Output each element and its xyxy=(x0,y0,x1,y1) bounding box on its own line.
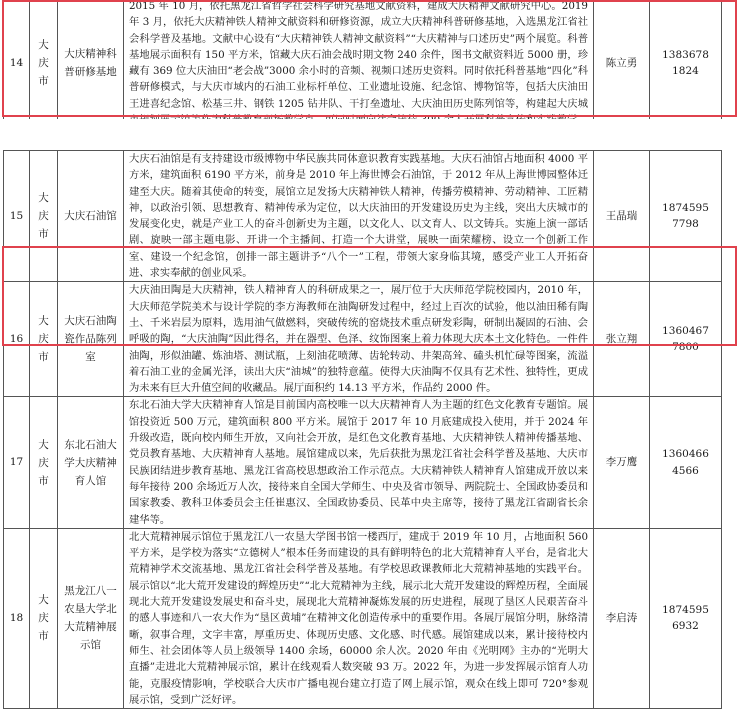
city-cell xyxy=(30,0,58,129)
table-row xyxy=(4,151,722,282)
city-cell xyxy=(30,397,58,528)
phone-number: 13604664566 xyxy=(662,448,709,477)
row-number: 16 xyxy=(4,282,30,397)
venue-name-cell xyxy=(58,282,124,397)
description-cell: 大庆石油馆是有支持建设市级博物中华民族共同体意识教育实践基地。大庆石油馆占地面积 4000 平方米，建筑面积 6190 平方米，前身是 2010 年上海世博会石油馆，于 2012 年从上海世博园整体迁建至大庆。随着其使命的转变，展馆立足发扬大庆精神铁人精神，传播劳模精神、劳动精神、工匠精神，以政治引领、思想教育、精神传承为定位，以大庆油田的开发建设历史为主线，突出大庆城市的发展变化史，就是产业工人的奋斗创新史为主题，以文化人、以文育人、以文铸兵。实施上演一部话剧、旋映一部主题电影、开讲一个主播间、打造一个大讲堂，展映一面荣耀榜、设立一个创新工作室、建设一个纪念馆，创排一部主题讲予“八个一”工程，带领大家身临其境，感受产业工人开拓奋进、求实奉献的创业风采。 xyxy=(124,151,594,282)
venue-name-cell xyxy=(58,528,124,708)
city-cell xyxy=(30,151,58,282)
row-number: 14 xyxy=(4,0,30,129)
table-bottom-section xyxy=(3,150,722,709)
city-cell xyxy=(30,528,58,708)
city-cell xyxy=(30,282,58,397)
description-cell: 大庆油田陶是大庆精神，铁人精神育人的科研成果之一，展厅位于大庆师范学院校园内，2010 年，大庆师范学院美术与设计学院的李方海教师在油陶研发过程中，经过上百次的试验，他以油田稀有陶土、千米岩层为原料，选用油气做燃料，突破传统的窑烧技术重点研发彩陶，研制出凝固的石油、会呼吸的陶，“大庆油陶”因此得名，并在器型、色泽、纹饰图案上着力体现大庆本土文化特色。一件件油陶，形似油罐、炼油塔、测试瓶，上刻油花喷薄、齿轮转动、井架高耸、磕头机忙碌等图案，流溢着石油工业的金属光泽，读出大庆“油城”的独特意蕴。使得大庆油陶不仅具有艺术性、独特性，更成为未来有巨大升值空间的收藏品。展厅面积约 14.13 平方米，作品约 2000 件。 xyxy=(124,282,594,397)
phone-number: 13836781824 xyxy=(662,48,709,78)
venue-name: 大庆精神科普研修基地 xyxy=(64,48,117,79)
city-text: 大庆市 xyxy=(38,594,49,643)
phone-number: 18745957798 xyxy=(662,201,709,231)
phone-cell xyxy=(650,151,722,282)
venue-name: 大庆石油馆 xyxy=(64,210,117,223)
table-row xyxy=(4,528,722,708)
row-number: 17 xyxy=(4,397,30,528)
table-row xyxy=(4,0,722,129)
city-text: 大庆市 xyxy=(38,192,49,241)
venue-name-cell xyxy=(58,151,124,282)
description-cell: 东北石油大学大庆精神育人馆是目前国内高校唯一以大庆精神育人为主题的红色文化教育专题馆。展馆投资近 500 万元，建筑面积 800 平方米。展馆于 2017 年 10 月底建成投入使用，并于 2024 年升级改造，既向校内师生开放，又向社会开放，是红色文化教育基地、大庆精神铁人精神传播基地、党员教育基地、大庆精神育人基地。展馆建成以来，先后获批为黑龙江省社会科学普及基地、大庆市民族团结进步教育基地、黑龙江省高校思想政治工作示范点。大庆精神铁人精神育人馆建成开放以来每年接待 200 余场近万人次，接待来自全国大学师生、中央及省市领导、两院院士、全国政协委员和国家教委、教科卫体委员会主任崔惠汉、全国政协委员、民革中央主席等，接待了黑龙江省副省长余建华等。 xyxy=(124,397,594,528)
phone-number: 18745956932 xyxy=(662,603,709,633)
contact-person: 李万鹰 xyxy=(594,397,650,528)
page-gap xyxy=(0,119,737,150)
venue-name: 黑龙江八一农垦大学北大荒精神展示馆 xyxy=(64,585,117,652)
row-number: 18 xyxy=(4,528,30,708)
row-number: 15 xyxy=(4,151,30,282)
phone-cell xyxy=(650,528,722,708)
contact-person: 张立翔 xyxy=(594,282,650,397)
phone-cell xyxy=(650,397,722,528)
table-top-section xyxy=(3,0,722,129)
table-row xyxy=(4,282,722,397)
table-row xyxy=(4,397,722,528)
venue-name-cell xyxy=(58,0,124,129)
contact-person: 王晶瑞 xyxy=(594,151,650,282)
contact-person: 陈立勇 xyxy=(594,0,650,129)
phone-number: 13604677800 xyxy=(662,324,709,354)
contact-person: 李启涛 xyxy=(594,528,650,708)
description-cell: 2015 年 10 月，依托黑龙江省哲学社会科学研究基地文献资料，建成大庆精神文献研究中心。2019 年 3 月，依托大庆精神铁人精神文献资料和研修资源，成立大庆精神科普研修基地，入选黑龙江省社会科学普及基地。文献中心设有“大庆精神铁人精神文献资料”“大庆精神与口述历史”两个展览。科普基地展示面积有 150 平方米，馆藏大庆石油会战时期文物 240 余件，图书文献资料近 5000 册，珍藏有 369 位大庆油田“老会战”3000 余小时的音频、视频口述历史资料。同时依托科普基地“四化”科普研修模式，与大庆市域内的石油工业标杆单位、工业遗址设施、纪念馆、博物馆等，包括大庆油田王进喜纪念馆、松基三井、钢铁 1205 钻井队、干打垒遗址、大庆油田历史陈列馆等，构建起大庆城 xyxy=(124,0,594,129)
venue-name: 东北石油大学大庆精神育人馆 xyxy=(64,438,117,487)
description-cell: 北大荒精神展示馆位于黑龙江八一农垦大学图书馆一楼西厅，建成于 2019 年 10 月，占地面积 560 平方米，是学校为落实“立德树人”根本任务而建设的具有鲜明特色的北大荒精神育人平台，是省北大荒精神学术交流基地、黑龙江省社会科学普及基地。有学校思政课教师北大荒精神基地的实践平台。展示馆以“北大荒开发建设的辉煌历史”“北大荒精神为主线，展示北大荒开发建设的辉煌历程，全面展现北大荒开发建设发展史和奋斗史，展现北大荒精神凝炼发展的历史进程，展现了垦区人民艰苦奋斗的感人事迹和八一农大作为“垦区黄埔”在精神文化创造传承中的重要作用。各展厅展馆分明，脉络清晰，叙事合理，文字丰富，厚重历史、体现历史感、文化感、时代感。展馆建成以来，累计接待校内师生、社会团体等人员上级领导 1400 余场，60000 余人次。2020 年由《光明网》主办的“光明大直播”走进北大荒精神展示馆，累计在线观看人数突破 93 万。2022 年，为进一步发挥展示馆育人功能，克服疫情影响，学校联合大庆市广播电视台建立打造了网上展示馆，观众在线上即可 720°参观展示馆，受到广泛好评。 xyxy=(124,528,594,708)
venue-name-cell xyxy=(58,397,124,528)
city-text: 大庆市 xyxy=(38,438,49,487)
venue-name: 大庆石油陶瓷作品陈列室 xyxy=(64,315,117,364)
city-text: 大庆市 xyxy=(38,39,49,88)
phone-cell xyxy=(650,282,722,397)
phone-cell xyxy=(650,0,722,129)
city-text: 大庆市 xyxy=(38,315,49,364)
